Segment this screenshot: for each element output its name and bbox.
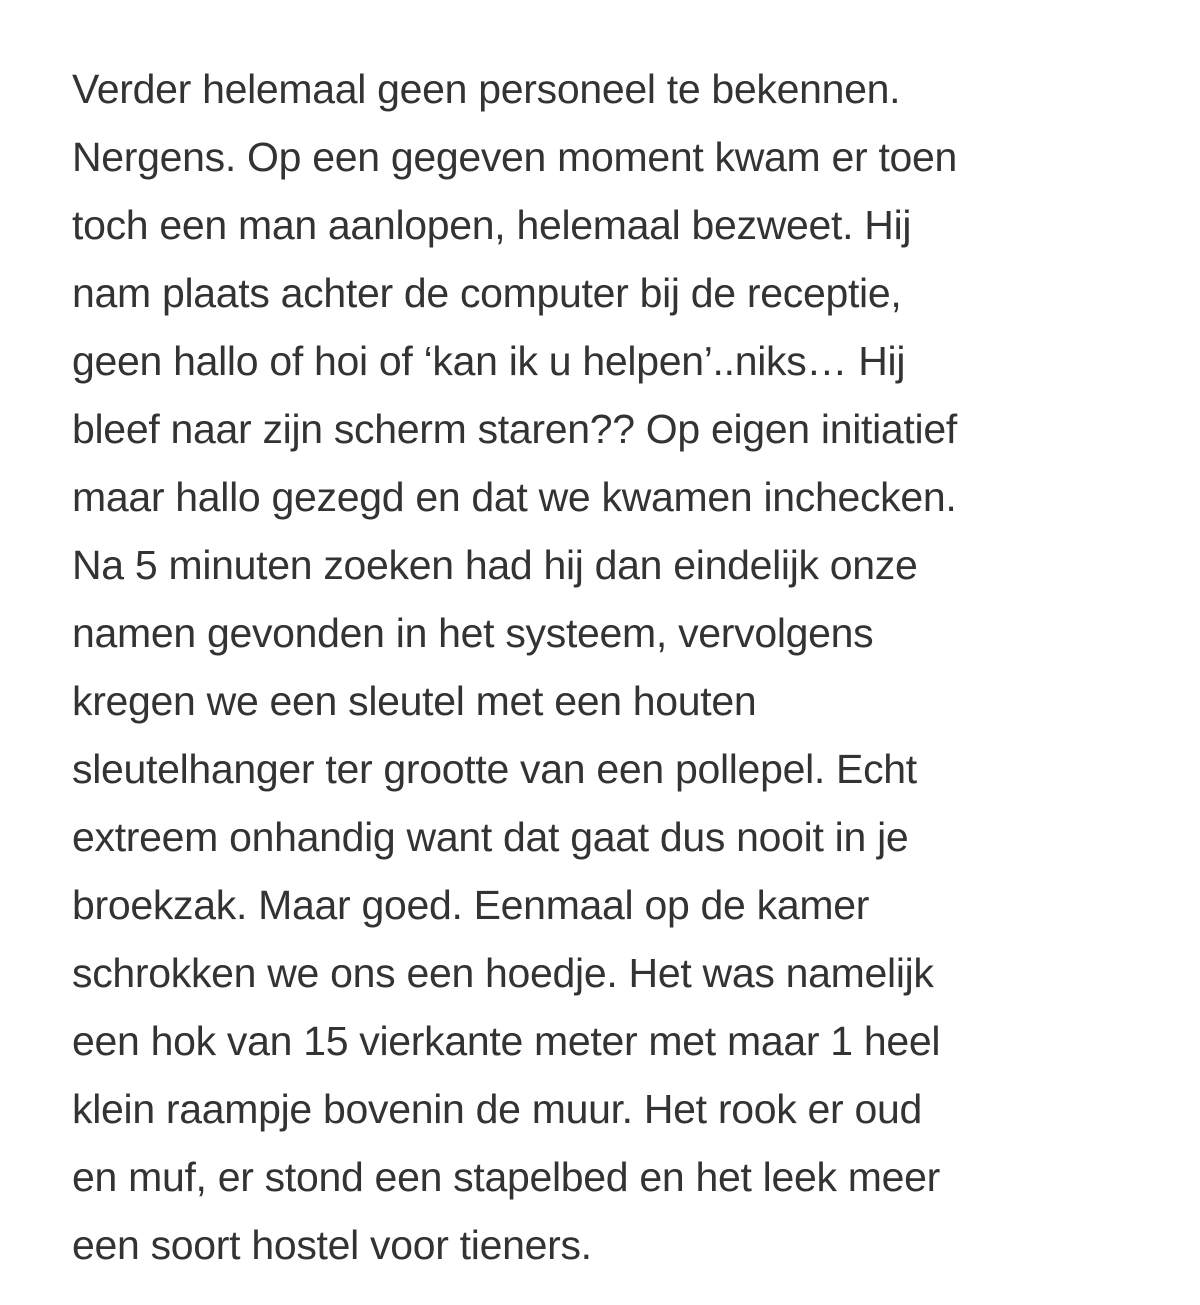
review-text-line: maar hallo gezegd en dat we kwamen inchecken.: [72, 474, 957, 520]
review-text-line: Nergens. Op een gegeven moment kwam er toen: [72, 134, 958, 180]
review-text-line: een soort hostel voor tieners.: [72, 1222, 592, 1268]
review-text-line: een hok van 15 vierkante meter met maar 1 heel: [72, 1018, 941, 1064]
review-text-line: namen gevonden in het systeem, vervolgens: [72, 610, 874, 656]
review-text-line: extreem onhandig want dat gaat dus nooit in je: [72, 814, 909, 860]
review-text-line: klein raampje bovenin de muur. Het rook er oud: [72, 1086, 922, 1132]
review-text-line: bleef naar zijn scherm staren?? Op eigen initiatief: [72, 406, 957, 452]
review-text-line: broekzak. Maar goed. Eenmaal op de kamer: [72, 882, 870, 928]
review-text-line: schrokken we ons een hoedje. Het was namelijk: [72, 950, 934, 996]
review-text-line: kregen we een sleutel met een houten: [72, 678, 757, 724]
review-text-line: toch een man aanlopen, helemaal bezweet. Hij: [72, 202, 912, 248]
review-text-line: Verder helemaal geen personeel te bekennen.: [72, 66, 901, 112]
review-text-line: nam plaats achter de computer bij de receptie,: [72, 270, 902, 316]
review-text-block: [72, 55, 1172, 1279]
review-text-line: sleutelhanger ter grootte van een pollepel. Echt: [72, 746, 917, 792]
review-text-line: geen hallo of hoi of ‘kan ik u helpen’..niks… Hij: [72, 338, 906, 384]
review-text-line: Na 5 minuten zoeken had hij dan eindelijk onze: [72, 542, 918, 588]
review-text-line: en muf, er stond een stapelbed en het leek meer: [72, 1154, 940, 1200]
